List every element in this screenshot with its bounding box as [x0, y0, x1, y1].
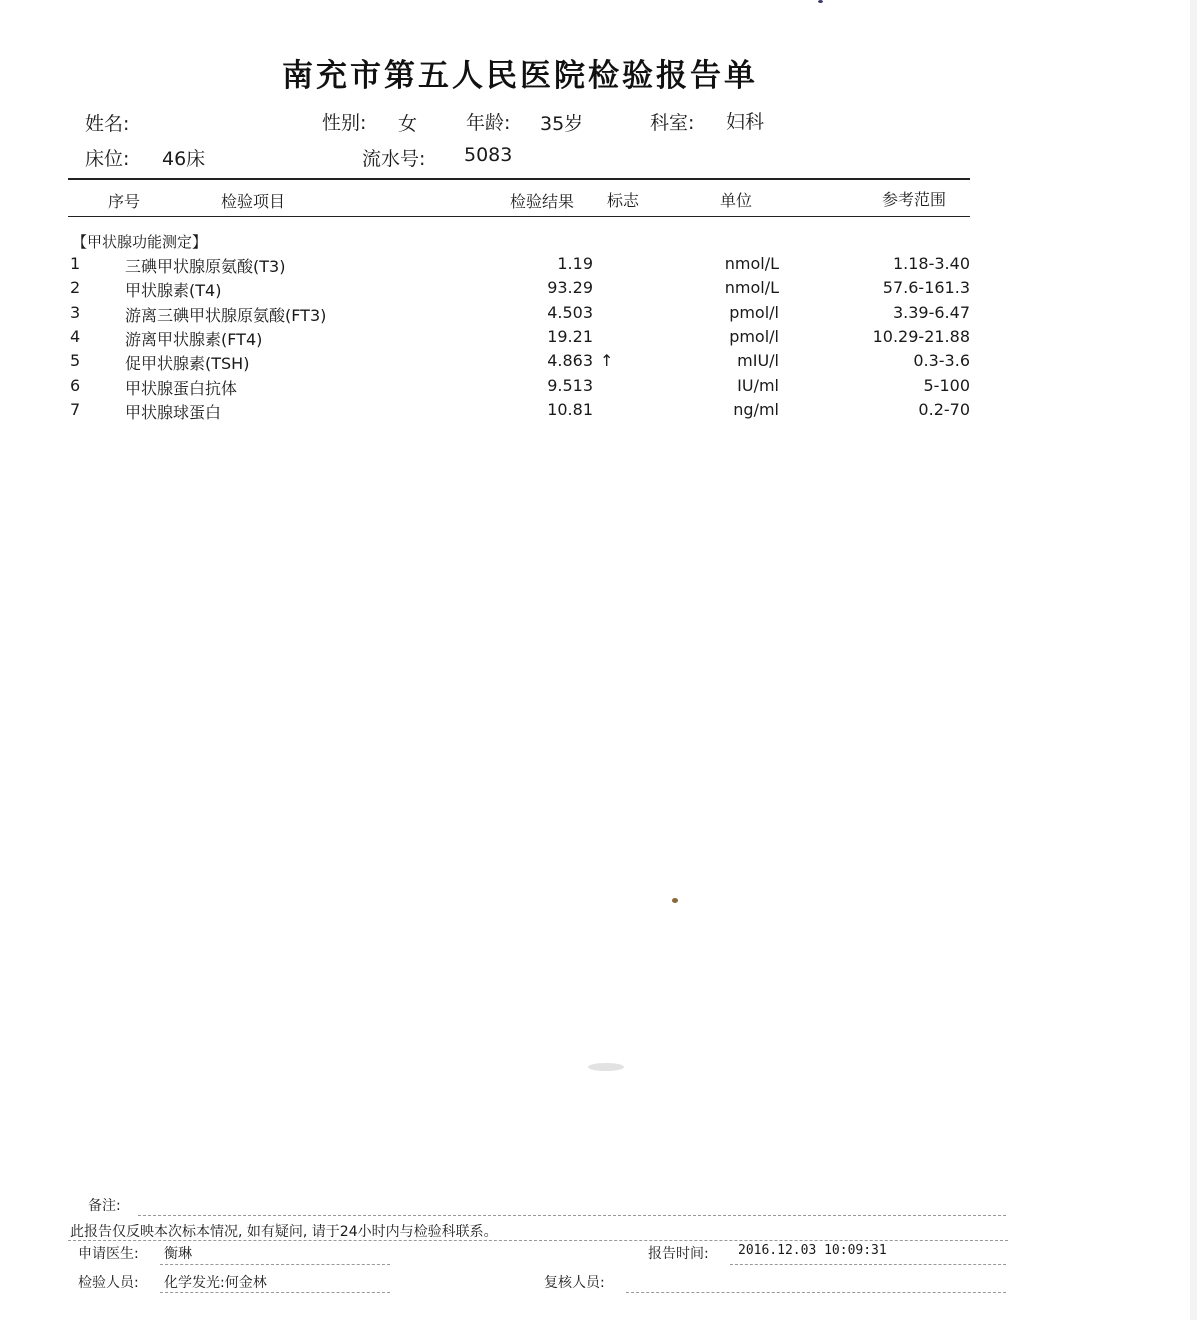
col-unit-header: 单位 [720, 191, 753, 210]
row-result: 1.19 [557, 254, 593, 273]
row-item: 甲状腺素(T4) [125, 281, 222, 301]
row-flag: ↑ [600, 351, 614, 371]
row-item: 游离甲状腺素(FT4) [125, 329, 263, 349]
doctor-value: 衡琳 [164, 1246, 192, 1262]
remark-label: 备注: [88, 1198, 121, 1214]
row-reference: 0.2-70 [918, 399, 970, 419]
scan-speck [818, 0, 823, 3]
scan-speck [672, 898, 678, 903]
row-item: 促甲状腺素(TSH) [125, 354, 250, 374]
name-label: 姓名: [85, 113, 130, 135]
col-flag-header: 标志 [607, 191, 640, 210]
dept-value: 妇科 [726, 111, 765, 133]
report-time-value: 2016.12.03 10:09:31 [738, 1243, 887, 1258]
report-title: 南充市第五人民医院检验报告单 [282, 58, 758, 94]
row-result: 4.503 [547, 302, 593, 322]
row-index: 5 [70, 351, 81, 371]
table-row [0, 400, 1197, 424]
table-header-rule [68, 216, 970, 217]
row-unit: nmol/L [724, 254, 779, 273]
sex-value: 女 [398, 113, 418, 135]
row-item: 甲状腺蛋白抗体 [125, 378, 238, 398]
serial-value: 5083 [464, 144, 513, 166]
age-label: 年龄: [466, 112, 511, 134]
serial-label: 流水号: [362, 148, 426, 170]
tester-line [160, 1292, 390, 1293]
age-value: 35岁 [540, 113, 584, 135]
row-index: 1 [70, 254, 81, 273]
row-unit: ng/ml [733, 399, 779, 419]
row-reference: 10.29-21.88 [872, 326, 970, 346]
scan-smudge [588, 1063, 624, 1071]
row-unit: IU/ml [737, 375, 779, 395]
row-reference: 0.3-3.6 [913, 351, 970, 371]
table-row [0, 303, 1197, 327]
bed-label: 床位: [85, 148, 130, 170]
row-unit: nmol/L [724, 278, 779, 298]
col-index-header: 序号 [108, 192, 141, 211]
table-row [0, 254, 1197, 278]
row-result: 10.81 [547, 399, 593, 419]
scan-edge [1190, 0, 1197, 1320]
row-result: 9.513 [547, 375, 593, 395]
report-time-label: 报告时间: [648, 1246, 709, 1262]
reviewer-label: 复核人员: [544, 1275, 605, 1291]
row-index: 2 [70, 278, 81, 298]
row-index: 7 [70, 399, 81, 419]
reviewer-line [626, 1292, 1006, 1293]
row-item: 三碘甲状腺原氨酸(T3) [125, 257, 286, 276]
row-unit: pmol/l [729, 326, 779, 346]
dept-label: 科室: [650, 112, 695, 134]
row-item: 甲状腺球蛋白 [125, 402, 222, 422]
doctor-line [160, 1264, 390, 1265]
table-row [0, 351, 1197, 375]
tester-value: 化学发光:何金林 [164, 1275, 267, 1291]
table-top-rule [68, 178, 970, 180]
report-time-line [730, 1264, 1006, 1265]
row-reference: 5-100 [923, 375, 970, 395]
tester-label: 检验人员: [78, 1275, 139, 1291]
row-index: 3 [70, 302, 81, 322]
row-reference: 57.6-161.3 [882, 278, 970, 298]
bed-value: 46床 [162, 148, 206, 170]
table-row [0, 278, 1197, 302]
row-result: 19.21 [547, 326, 593, 346]
disclaimer-line [68, 1240, 1008, 1241]
row-item: 游离三碘甲状腺原氨酸(FT3) [125, 305, 327, 325]
row-index: 4 [70, 326, 81, 346]
row-reference: 1.18-3.40 [892, 254, 970, 273]
col-reference-header: 参考范围 [882, 190, 947, 209]
row-reference: 3.39-6.47 [892, 302, 970, 322]
remark-line [138, 1215, 1006, 1216]
disclaimer: 此报告仅反映本次标本情况, 如有疑问, 请于24小时内与检验科联系。 [70, 1224, 498, 1240]
doctor-label: 申请医生: [78, 1246, 139, 1262]
row-unit: mIU/l [737, 351, 779, 371]
table-row [0, 327, 1197, 351]
section-title: 【甲状腺功能测定】 [72, 233, 208, 251]
col-item-header: 检验项目 [221, 192, 286, 211]
table-row [0, 376, 1197, 400]
row-unit: pmol/l [729, 302, 779, 322]
row-index: 6 [70, 375, 81, 395]
sex-label: 性别: [322, 112, 367, 134]
row-result: 93.29 [547, 278, 593, 298]
col-result-header: 检验结果 [510, 192, 575, 211]
row-result: 4.863 [547, 351, 593, 371]
